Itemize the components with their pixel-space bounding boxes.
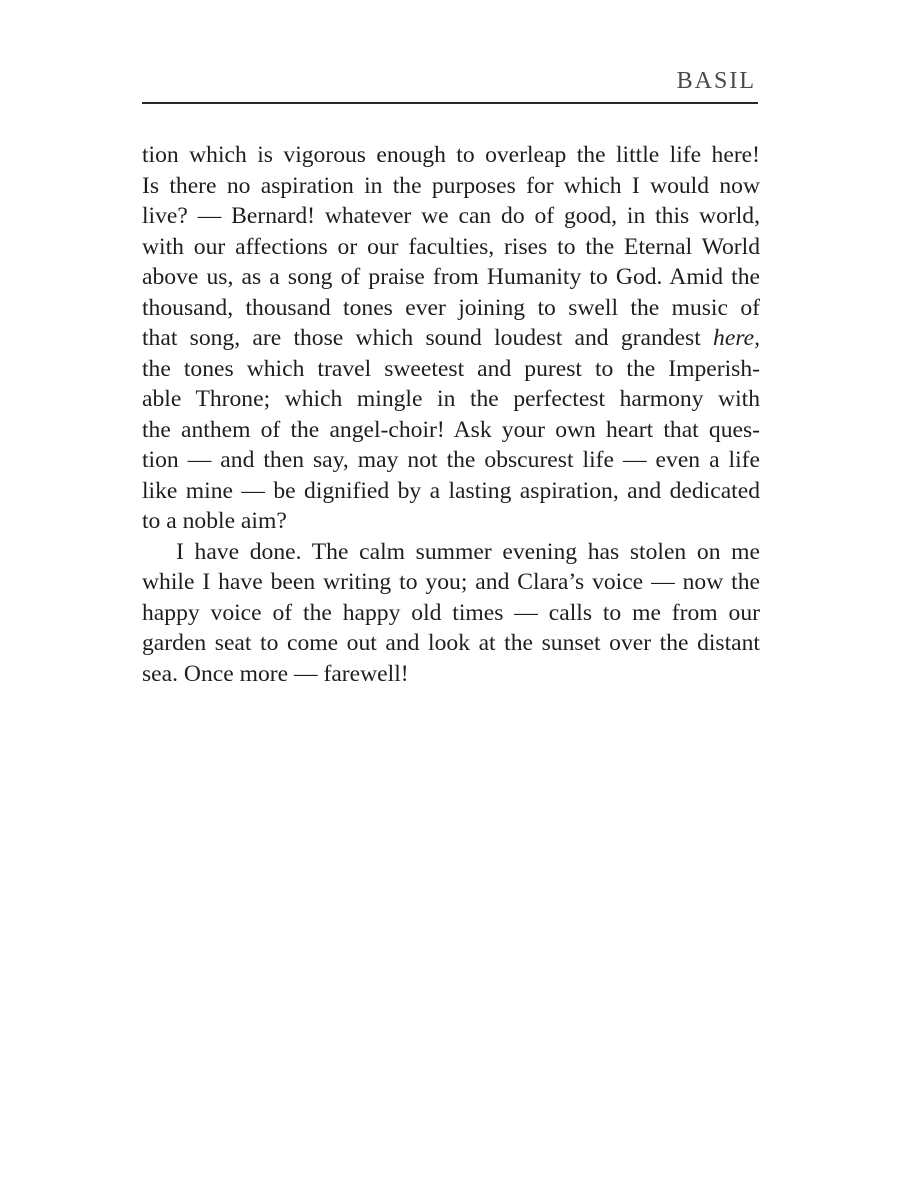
- text-line: able Throne; which mingle in the perfectest harmony with: [142, 386, 760, 412]
- page-body: [142, 140, 760, 689]
- text-line: live? — Bernard! whatever we can do of good, in this world,: [142, 203, 760, 229]
- text-line: tion which is vigorous enough to overleap the little life here!: [142, 142, 760, 168]
- running-title: BASIL: [676, 68, 756, 94]
- text-line: the tones which travel sweetest and purest to the Imperish-: [142, 355, 760, 382]
- text-line: garden seat to come out and look at the sunset over the distant: [142, 630, 760, 656]
- text-line: above us, as a song of praise from Humanity to God. Amid the: [142, 264, 760, 290]
- text-line: with our affections or our faculties, rises to the Eternal World: [142, 233, 760, 260]
- text-line: to a noble aim?: [142, 508, 287, 534]
- text-line: I have done. The calm summer evening has stolen on me: [176, 538, 760, 565]
- paragraph: [142, 140, 760, 537]
- emphasis-word: here,: [713, 325, 760, 351]
- text-line: like mine — be dignified by a lasting aspiration, and dedicated: [142, 477, 760, 504]
- text-line: thousand, thousand tones ever joining to swell the music of: [142, 294, 760, 321]
- text-line: sea. Once more — farewell!: [142, 660, 409, 687]
- text-line: tion — and then say, may not the obscurest life — even a life: [142, 447, 760, 473]
- text-line: [142, 323, 760, 354]
- text-line: the anthem of the angel-choir! Ask your own heart that ques-: [142, 416, 760, 443]
- running-header: [142, 66, 758, 104]
- text-line-segment: that song, are those which sound loudest and grandest: [142, 325, 714, 351]
- text-line: while I have been writing to you; and Clara’s voice — now the: [142, 569, 760, 595]
- paragraph: [142, 537, 760, 690]
- text-line: Is there no aspiration in the purposes for which I would now: [142, 172, 760, 199]
- text-line: happy voice of the happy old times — calls to me from our: [142, 599, 760, 626]
